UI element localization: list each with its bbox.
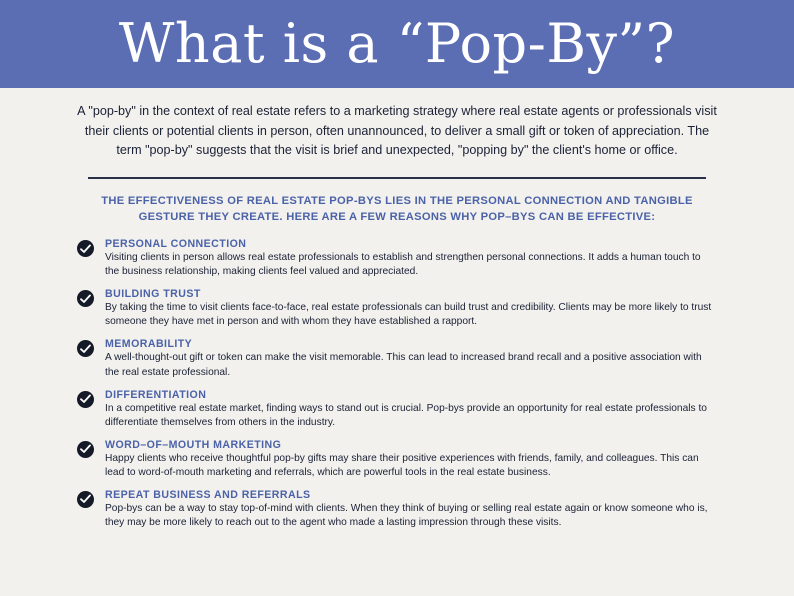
list-item — [77, 489, 717, 530]
check-circle-icon — [77, 340, 94, 357]
header-banner — [0, 0, 794, 88]
reasons-list — [77, 238, 717, 530]
list-item-body — [105, 439, 717, 480]
list-item-text: By taking the time to visit clients face-to-face, real estate professionals can build trust and credibility. Clients may be more likely to trust someone they have met in person and with whom they have established a rapport. — [105, 302, 712, 328]
list-item-body — [105, 238, 717, 279]
list-item-text: Visiting clients in person allows real estate professionals to establish and strengthen personal connections. It adds a human touch to the business relationship, making clients feel valued and appreciated. — [105, 252, 701, 278]
list-item-title: WORD–OF–MOUTH MARKETING — [105, 438, 282, 451]
list-item — [77, 288, 717, 329]
section-divider — [88, 177, 706, 179]
list-item-text: In a competitive real estate market, finding ways to stand out is crucial. Pop-bys provide an opportunity for real estate professionals to differentiate themselves from others in the industry. — [105, 402, 707, 428]
list-item-text: Pop-bys can be a way to stay top-of-mind with clients. When they think of buying or selling real estate again or know someone who is, they may be more likely to reach out to the agent who made a lasting impression through these visits. — [105, 502, 708, 528]
check-circle-icon — [77, 290, 94, 307]
list-item-title: MEMORABILITY — [105, 338, 193, 351]
list-item-body — [105, 288, 717, 329]
list-item-body — [105, 338, 717, 379]
list-item — [77, 338, 717, 379]
list-item-text: A well-thought-out gift or token can make the visit memorable. This can lead to increased brand recall and a positive association with the real estate professional. — [105, 352, 702, 378]
section-subheading: THE EFFECTIVENESS OF REAL ESTATE POP-BYS LIES IN THE PERSONAL CONNECTION AND TANGIBLE GESTURE THEY CREATE. HERE ARE A FEW REASONS WHY POP–BYS CAN BE EFFECTIVE: — [101, 194, 693, 224]
list-item-body — [105, 389, 717, 430]
check-circle-icon — [77, 391, 94, 408]
list-item-title: DIFFERENTIATION — [105, 388, 207, 401]
check-circle-icon — [77, 240, 94, 257]
page-title: What is a “Pop-By”? — [118, 12, 676, 75]
list-item-title: REPEAT BUSINESS AND REFERRALS — [105, 488, 311, 501]
list-item-title: BUILDING TRUST — [105, 288, 201, 301]
list-item-title: PERSONAL CONNECTION — [105, 238, 247, 251]
list-item — [77, 389, 717, 430]
list-item-text: Happy clients who receive thoughtful pop-by gifts may share their positive experiences with friends, family, and colleagues. This can lead to word-of-mouth marketing and referrals, which are powerful tools in the real estate business. — [105, 452, 699, 478]
intro-paragraph: A "pop-by" in the context of real estate refers to a marketing strategy where real estate agents or professionals visit their clients or potential clients in person, often unannounced, to deliver a small gift or token of appreciation. The term "pop-by" suggests that the visit is brief and unexpected, "popping by" the client's home or office. — [77, 104, 717, 158]
list-item-body — [105, 489, 717, 530]
check-circle-icon — [77, 441, 94, 458]
list-item — [77, 439, 717, 480]
check-circle-icon — [77, 491, 94, 508]
list-item — [77, 238, 717, 279]
